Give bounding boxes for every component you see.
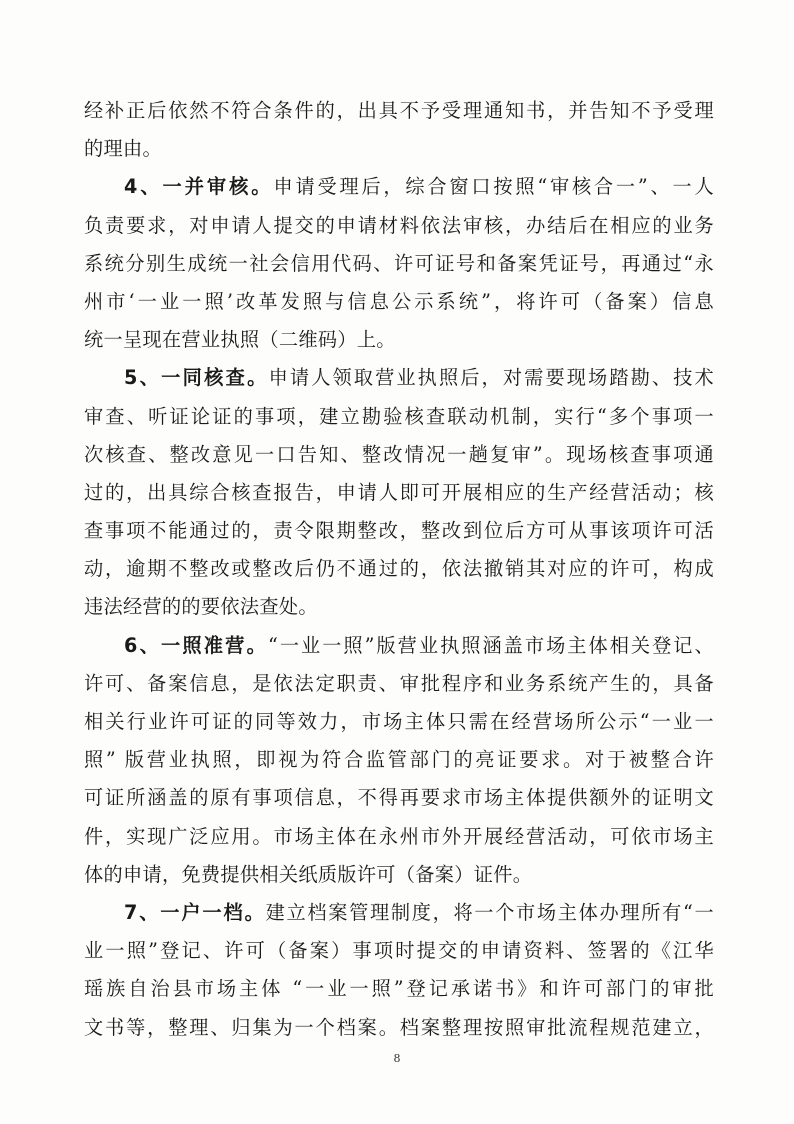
section-4-heading: 4、一并审核。 <box>124 175 274 199</box>
paragraph-line: 体的申请，免费提供相关纸质版许可（备案）证件。 <box>84 862 533 886</box>
paragraph-line: 州市‘一业一照’改革发照与信息公示系统”，将许可（备案）信息 <box>84 289 714 313</box>
paragraph-line: 业一照”登记、许可（备案）事项时提交的申请资料、签署的《江华 <box>84 939 714 963</box>
paragraph-line: 文书等，整理、归集为一个档案。档案整理按照审批流程规范建立， <box>84 1015 714 1039</box>
paragraph-line: 可证所涵盖的原有事项信息，不得再要求市场主体提供额外的证明文 <box>84 786 714 810</box>
paragraph-line: 系统分别生成统一社会信用代码、许可证号和备案凭证号，再通过“永 <box>84 251 714 275</box>
paragraph-line: 的理由。 <box>84 137 162 161</box>
section-5-first-line <box>84 359 714 397</box>
paragraph-line: 统一呈现在营业执照（二维码）上。 <box>84 328 396 352</box>
paragraph-line: 经补正后依然不符合条件的，出具不予受理通知书，并告知不予受理 <box>84 99 714 122</box>
paragraph-line: 违法经营的的要依法查处。 <box>84 595 318 619</box>
paragraph-line: 次核查、整改意见一口告知、整改情况一趟复审”。现场核查事项通 <box>84 442 714 466</box>
paragraph-line: 相关行业许可证的同等效力，市场主体只需在经营场所公示“一业一 <box>84 710 714 733</box>
section-4-first-line <box>84 168 714 206</box>
page-number: 8 <box>393 1052 401 1065</box>
document-body <box>84 92 714 1047</box>
section-7-text: 建立档案管理制度，将一个市场主体办理所有“一 <box>265 900 714 924</box>
paragraph-line: 查事项不能通过的，责令限期整改，整改到位后方可从事该项许可活 <box>84 519 714 543</box>
paragraph-line: 照” 版营业执照，即视为符合监管部门的亮证要求。对于被整合许 <box>84 748 714 772</box>
section-6-text: “一业一照”版营业执照涵盖市场主体相关登记、 <box>268 633 715 657</box>
paragraph-line: 许可、备案信息，是依法定职责、审批程序和业务系统产生的，具备 <box>84 671 714 695</box>
section-5-text: 申请人领取营业执照后，对需要现场踏勘、技术 <box>268 366 714 390</box>
section-7-heading: 7、一户一档。 <box>124 900 266 924</box>
section-6-first-line <box>84 627 714 665</box>
paragraph-line: 动，逾期不整改或整改后仍不通过的，依法撤销其对应的许可，构成 <box>84 557 714 581</box>
section-7-first-line <box>84 894 714 932</box>
section-5-heading: 5、一同核查。 <box>124 366 269 390</box>
paragraph-line: 负责要求，对申请人提交的申请材料依法审核，办结后在相应的业务 <box>84 213 714 237</box>
paragraph-line: 过的，出具综合核查报告，申请人即可开展相应的生产经营活动；核 <box>84 480 714 504</box>
section-6-heading: 6、一照准营。 <box>124 633 268 657</box>
paragraph-line: 审查、听证论证的事项，建立勘验核查联动机制，实行“多个事项一 <box>84 404 714 428</box>
section-4-text: 申请受理后，综合窗口按照“审核合一”、一人 <box>273 175 714 199</box>
paragraph-line: 瑶族自治县市场主体 “一业一照”登记承诺书》和许可部门的审批 <box>84 977 714 1001</box>
paragraph-line: 件，实现广泛应用。市场主体在永州市外开展经营活动，可依市场主 <box>84 824 714 848</box>
